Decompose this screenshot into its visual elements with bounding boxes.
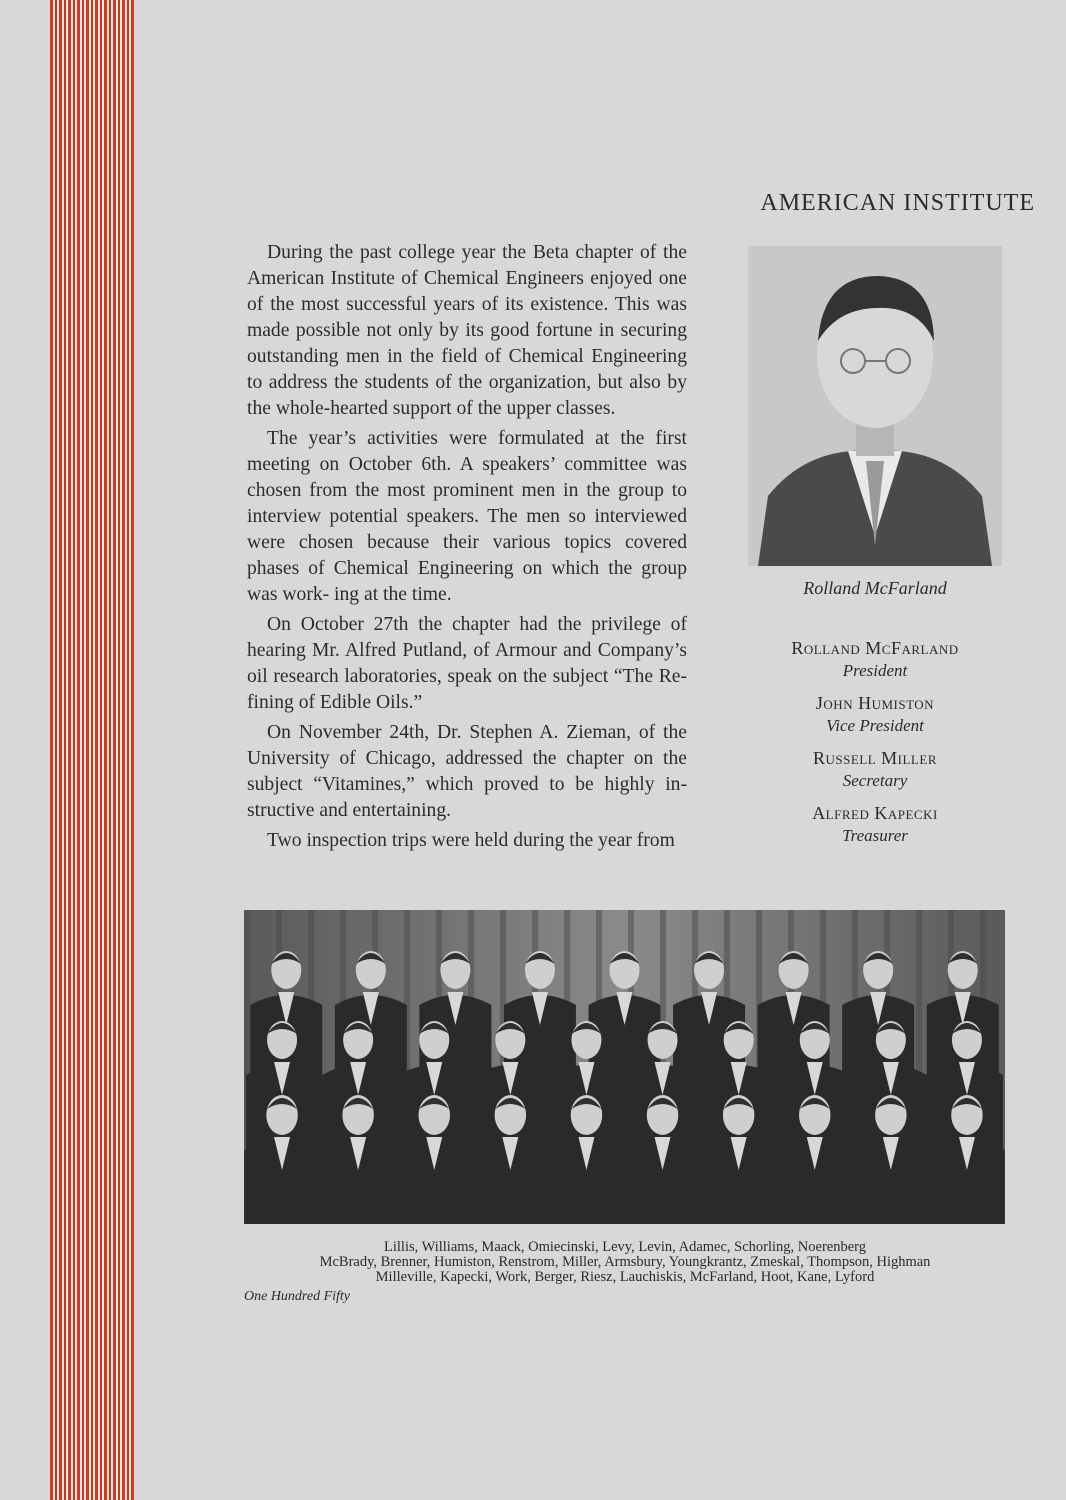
photo-caption-row: McBrady, Brenner, Humiston, Renstrom, Miller, Armsbury, Youngkrantz, Zmeskal, Thompson, Highman — [319, 1254, 931, 1270]
decorative-stripe-band — [50, 0, 134, 1500]
article-paragraph: On November 24th, Dr. Stephen A. Zieman, of the University of Chicago, addressed the chapter on the subject “Vitamines,” which proved to be highly in- structive and entertaining. — [247, 722, 687, 821]
article-paragraph: The year’s activities were formulated at the first meeting on October 6th. A speakers’ committee was chosen from the most prominent men in the group to interview potential speakers. The men so interviewed were chosen because their various topics covered phases of Chemical Engineering on which the group was work- ing at the time. — [247, 428, 687, 605]
officer-name: Russell Miller — [812, 748, 937, 768]
article-paragraph: On October 27th the chapter had the privilege of hearing Mr. Alfred Putland, of Armour and Company’s oil research laboratories, speak on the subject “The Re- fining of Edible Oils.” — [247, 614, 687, 713]
portrait-photo — [748, 246, 1002, 566]
officer-entry — [748, 638, 1002, 681]
officer-title: President — [842, 661, 908, 680]
officer-title: Secretary — [842, 771, 908, 790]
article-paragraph: During the past college year the Beta chapter of the American Institute of Chemical Engineers enjoyed one of the most successful years of its existence. This was made possible not only by its good fortune in securing outstanding men in the field of Chemical Engineering to address the students of the organization, but also by the whole-hearted support of the upper classes. — [247, 242, 687, 419]
officer-entry — [748, 803, 1002, 846]
officer-name: Alfred Kapecki — [812, 803, 938, 823]
page-heading: AMERICAN INSTITUTE — [760, 190, 1035, 216]
article-body — [247, 240, 687, 858]
officer-name: Rolland McFarland — [791, 638, 959, 658]
officer-name: John Humiston — [815, 693, 935, 713]
photo-caption-row: Milleville, Kapecki, Work, Berger, Riesz, Lauchiskis, McFarland, Hoot, Kane, Lyford — [375, 1269, 875, 1285]
officer-title: Vice President — [826, 716, 924, 735]
group-photo — [244, 910, 1005, 1224]
officer-title: Treasurer — [842, 826, 908, 845]
photo-caption-row: Lillis, Williams, Maack, Omiecinski, Levy, Levin, Adamec, Schorling, Noerenberg — [384, 1239, 866, 1255]
page-number: One Hundred Fifty — [244, 1289, 351, 1304]
photo-caption — [250, 1240, 1000, 1285]
group-photo-figure — [244, 910, 1005, 1224]
portrait-figure — [748, 246, 1002, 566]
article-paragraph: Two inspection trips were held during the year from — [267, 830, 675, 851]
officer-entry — [748, 693, 1002, 736]
officer-entry — [748, 748, 1002, 791]
officer-list — [748, 638, 1002, 858]
portrait-caption: Rolland McFarland — [803, 578, 947, 598]
